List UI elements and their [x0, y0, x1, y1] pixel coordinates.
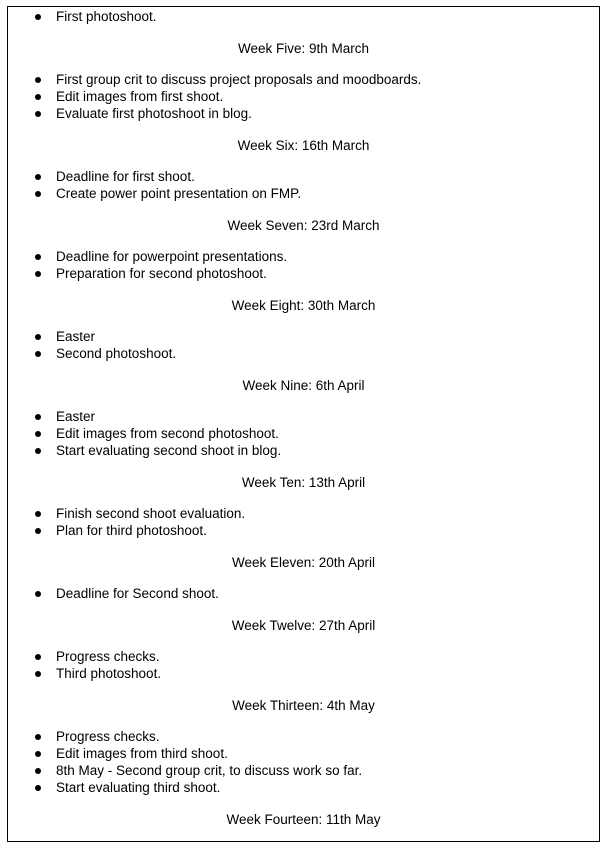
bullet-icon — [35, 111, 41, 117]
bullet-icon — [35, 591, 41, 597]
list-item-text: Edit images from first shoot. — [56, 89, 224, 104]
list-item — [8, 265, 599, 282]
list-item-text: Finish second shoot evaluation. — [56, 506, 246, 521]
list-item — [8, 8, 599, 25]
list-item — [8, 505, 599, 522]
list-item — [8, 665, 599, 682]
bullet-icon — [35, 174, 41, 180]
list-item — [8, 88, 599, 105]
bullet-list — [8, 168, 599, 202]
list-item — [8, 185, 599, 202]
week-heading: Week Fourteen: 11th May — [226, 812, 381, 827]
list-item-text: Deadline for first shoot. — [56, 169, 195, 184]
list-item-text: First photoshoot. — [56, 9, 157, 24]
bullet-icon — [35, 511, 41, 517]
bullet-icon — [35, 271, 41, 277]
week-heading: Week Five: 9th March — [237, 41, 370, 56]
bullet-icon — [35, 94, 41, 100]
list-item-text: First group crit to discuss project proposals and moodboards. — [56, 72, 422, 87]
list-item — [8, 105, 599, 122]
list-item — [8, 522, 599, 539]
list-item-text: Progress checks. — [56, 649, 160, 664]
list-item — [8, 728, 599, 745]
list-item-text: Progress checks. — [56, 729, 160, 744]
bullet-icon — [35, 414, 41, 420]
list-item-text: Easter — [56, 409, 96, 424]
bullet-icon — [35, 254, 41, 260]
list-item — [8, 425, 599, 442]
list-item — [8, 745, 599, 762]
bullet-icon — [35, 14, 41, 20]
list-item — [8, 328, 599, 345]
week-heading: Week Ten: 13th April — [241, 475, 366, 490]
list-item-text: Evaluate first photoshoot in blog. — [56, 106, 252, 121]
bullet-list — [8, 505, 599, 539]
list-item-text: Second photoshoot. — [56, 346, 177, 361]
week-heading: Week Six: 16th March — [237, 138, 370, 153]
document-page — [7, 6, 600, 842]
list-item — [8, 762, 599, 779]
list-item-text: Edit images from second photoshoot. — [56, 426, 279, 441]
bullet-list — [8, 408, 599, 459]
bullet-icon — [35, 671, 41, 677]
week-heading: Week Seven: 23rd March — [227, 218, 380, 233]
list-item-text: Edit images from third shoot. — [56, 746, 228, 761]
list-item-text: Preparation for second photoshoot. — [56, 266, 267, 281]
bullet-icon — [35, 77, 41, 83]
week-heading: Week Twelve: 27th April — [231, 618, 376, 633]
list-item-text: Create power point presentation on FMP. — [56, 186, 302, 201]
bullet-icon — [35, 734, 41, 740]
week-heading: Week Thirteen: 4th May — [232, 698, 375, 713]
week-heading: Week Nine: 6th April — [242, 378, 365, 393]
bullet-list — [8, 248, 599, 282]
list-item-text: Third photoshoot. — [56, 666, 162, 681]
bullet-icon — [35, 191, 41, 197]
list-item-text: Deadline for Second shoot. — [56, 586, 219, 601]
bullet-icon — [35, 768, 41, 774]
bullet-list — [8, 728, 599, 796]
bullet-list — [8, 328, 599, 362]
list-item — [8, 442, 599, 459]
week-heading: Week Eight: 30th March — [231, 298, 376, 313]
list-item — [8, 648, 599, 665]
list-item-text: Start evaluating second shoot in blog. — [56, 443, 282, 458]
bullet-icon — [35, 528, 41, 534]
bullet-icon — [35, 431, 41, 437]
list-item — [8, 168, 599, 185]
bullet-icon — [35, 334, 41, 340]
list-item — [8, 71, 599, 88]
list-item — [8, 408, 599, 425]
list-item — [8, 779, 599, 796]
list-item — [8, 345, 599, 362]
bullet-list — [8, 71, 599, 122]
list-item-text: Easter — [56, 329, 96, 344]
bullet-list — [8, 8, 599, 25]
list-item-text: Start evaluating third shoot. — [56, 780, 221, 795]
bullet-icon — [35, 351, 41, 357]
bullet-list — [8, 585, 599, 602]
bullet-icon — [35, 751, 41, 757]
bullet-icon — [35, 654, 41, 660]
bullet-icon — [35, 785, 41, 791]
list-item — [8, 585, 599, 602]
list-item — [8, 248, 599, 265]
list-item-text: Plan for third photoshoot. — [56, 523, 207, 538]
bullet-icon — [35, 448, 41, 454]
week-heading: Week Eleven: 20th April — [231, 555, 376, 570]
list-item-text: Deadline for powerpoint presentations. — [56, 249, 288, 264]
bullet-list — [8, 648, 599, 682]
list-item-text: 8th May - Second group crit, to discuss work so far. — [56, 763, 363, 778]
